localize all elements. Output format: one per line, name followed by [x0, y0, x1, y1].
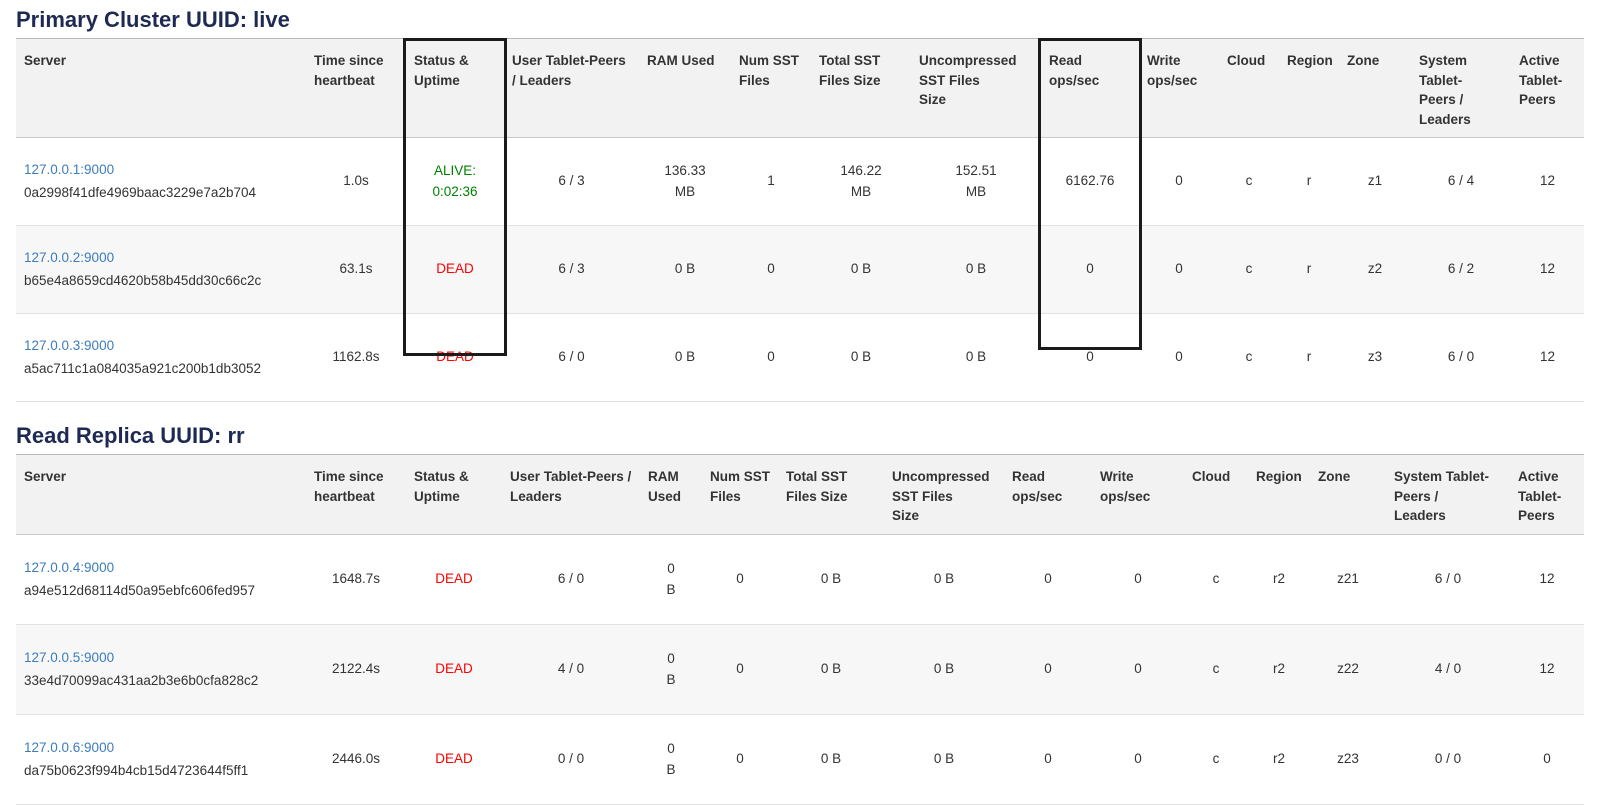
col-zone: Zone — [1347, 53, 1380, 68]
cell-num-sst-files: 1 — [767, 173, 775, 189]
cell-system-tablet-peers: 6 / 0 — [1434, 571, 1462, 587]
cell-total-sst-size: 0 B — [850, 261, 872, 277]
read-replica-section — [16, 424, 1584, 805]
cell-time-since-heartbeat: 1.0s — [343, 173, 369, 189]
col-user-tablet-peers: User Tablet-Peers / Leaders — [510, 469, 632, 504]
col-cloud: Cloud — [1192, 469, 1231, 485]
cell-region: r2 — [1272, 571, 1285, 587]
cell-user-tablet-peers: 4 / 0 — [557, 661, 585, 677]
cell-uncompressed-sst-size: 152.51 MB — [955, 162, 997, 199]
col-total-sst-size: Total SST Files Size — [786, 469, 848, 504]
col-read-ops: Read ops/sec — [1012, 469, 1063, 504]
col-active-tablet-peers: Active Tablet-Peers — [1518, 469, 1562, 524]
header-row — [16, 455, 1584, 535]
server-link[interactable]: 127.0.0.2:9000 — [24, 249, 115, 265]
cell-active-tablet-peers: 12 — [1539, 571, 1555, 587]
cell-user-tablet-peers: 6 / 3 — [558, 261, 585, 277]
cell-total-sst-size: 146.22 MB — [840, 162, 882, 199]
cell-active-tablet-peers: 0 — [1543, 751, 1551, 767]
status-badge: ALIVE: — [433, 162, 477, 178]
cell-num-sst-files: 0 — [736, 661, 744, 677]
col-status-uptime: Status & Uptime — [414, 469, 469, 504]
cell-read-ops: 6162.76 — [1065, 173, 1115, 189]
server-uuid: 33e4d70099ac431aa2b3e6b0cfa828c2 — [24, 672, 259, 688]
col-ram-used: RAM Used — [648, 469, 682, 504]
server-link[interactable]: 127.0.0.3:9000 — [24, 337, 115, 353]
cell-region: r — [1306, 173, 1312, 189]
uptime-value: 0:02:36 — [432, 183, 478, 199]
col-time-since-heartbeat: Time since heartbeat — [314, 469, 384, 504]
primary-cluster-section — [16, 8, 1584, 402]
cell-read-ops: 0 — [1086, 349, 1094, 365]
col-time-since-heartbeat: Time since heartbeat — [314, 53, 384, 88]
col-user-tablet-peers: User Tablet-Peers / Leaders — [512, 53, 626, 88]
cell-cloud: c — [1245, 173, 1253, 189]
col-read-ops: Read ops/sec — [1049, 53, 1100, 88]
cell-system-tablet-peers: 6 / 4 — [1447, 173, 1475, 189]
col-region: Region — [1256, 469, 1302, 485]
server-uuid: a5ac711c1a084035a921c200b1db3052 — [24, 360, 261, 376]
cell-write-ops: 0 — [1175, 261, 1183, 277]
cell-time-since-heartbeat: 2446.0s — [331, 751, 381, 767]
cell-user-tablet-peers: 6 / 0 — [557, 571, 585, 587]
cell-system-tablet-peers: 6 / 0 — [1447, 349, 1475, 365]
col-active-tablet-peers: Active Tablet-Peers — [1519, 53, 1563, 108]
read-replica-table — [16, 454, 1584, 805]
cell-time-since-heartbeat: 1648.7s — [331, 571, 381, 587]
status-badge: DEAD — [435, 661, 473, 677]
cell-read-ops: 0 — [1044, 751, 1052, 767]
col-total-sst-size: Total SST Files Size — [819, 53, 881, 88]
cell-uncompressed-sst-size: 0 B — [933, 661, 955, 677]
cell-time-since-heartbeat: 1162.8s — [332, 349, 380, 365]
status-badge: DEAD — [436, 261, 474, 277]
cell-active-tablet-peers: 12 — [1539, 349, 1556, 365]
cell-time-since-heartbeat: 63.1s — [339, 261, 373, 277]
col-write-ops: Write ops/sec — [1100, 469, 1151, 504]
cell-num-sst-files: 0 — [736, 571, 744, 587]
cell-region: r2 — [1272, 751, 1285, 767]
status-badge: DEAD — [435, 751, 473, 767]
cell-system-tablet-peers: 0 / 0 — [1434, 751, 1462, 767]
cell-total-sst-size: 0 B — [850, 349, 872, 365]
cell-write-ops: 0 — [1134, 751, 1142, 767]
cell-num-sst-files: 0 — [767, 349, 775, 365]
cell-zone: z2 — [1367, 261, 1383, 277]
col-uncompressed-sst-size: Uncompressed SST Files Size — [919, 53, 1017, 108]
server-link[interactable]: 127.0.0.5:9000 — [24, 649, 115, 665]
col-write-ops: Write ops/sec — [1147, 53, 1198, 88]
cell-ram-used: 0 B — [666, 560, 676, 597]
cell-region: r — [1306, 349, 1312, 365]
server-link[interactable]: 127.0.0.6:9000 — [24, 739, 115, 755]
col-system-tablet-peers: System Tablet-Peers / Leaders — [1394, 469, 1490, 524]
col-num-sst-files: Num SST Files — [739, 53, 800, 88]
cell-cloud: c — [1245, 261, 1253, 277]
cell-system-tablet-peers: 6 / 2 — [1447, 261, 1475, 277]
cell-write-ops: 0 — [1175, 173, 1183, 189]
read-replica-title: Read Replica UUID: rr — [16, 423, 245, 449]
cell-zone: z21 — [1337, 571, 1359, 587]
table-row — [16, 314, 1584, 402]
cell-write-ops: 0 — [1134, 571, 1142, 587]
cell-time-since-heartbeat: 2122.4s — [331, 661, 381, 677]
primary-cluster-table — [16, 38, 1584, 402]
cell-num-sst-files: 0 — [767, 261, 775, 277]
cell-system-tablet-peers: 4 / 0 — [1434, 661, 1462, 677]
status-badge: DEAD — [435, 571, 473, 587]
col-system-tablet-peers: System Tablet-Peers / Leaders — [1419, 53, 1471, 127]
col-status-uptime: Status & Uptime — [414, 53, 469, 88]
col-region: Region — [1287, 53, 1333, 68]
col-uncompressed-sst-size: Uncompressed SST Files Size — [892, 469, 990, 524]
cell-total-sst-size: 0 B — [820, 751, 842, 767]
cell-cloud: c — [1245, 349, 1253, 365]
col-zone: Zone — [1318, 469, 1351, 485]
table-row — [16, 715, 1584, 805]
cell-zone: z23 — [1337, 751, 1359, 767]
cell-zone: z1 — [1367, 173, 1383, 189]
cell-write-ops: 0 — [1175, 349, 1183, 365]
cell-ram-used: 0 B — [674, 261, 696, 277]
cell-ram-used: 136.33 MB — [664, 162, 706, 199]
cell-ram-used: 0 B — [666, 740, 676, 777]
header-row — [16, 39, 1584, 138]
server-link[interactable]: 127.0.0.4:9000 — [24, 559, 115, 575]
cell-active-tablet-peers: 12 — [1539, 261, 1556, 277]
cell-num-sst-files: 0 — [736, 751, 744, 767]
cell-write-ops: 0 — [1134, 661, 1142, 677]
col-ram-used: RAM Used — [647, 53, 715, 68]
cell-read-ops: 0 — [1086, 261, 1094, 277]
cell-active-tablet-peers: 12 — [1539, 661, 1555, 677]
table-row — [16, 625, 1584, 715]
server-uuid: 0a2998f41dfe4969baac3229e7a2b704 — [24, 184, 256, 200]
cell-user-tablet-peers: 6 / 0 — [558, 349, 585, 365]
cell-active-tablet-peers: 12 — [1539, 173, 1556, 189]
cell-cloud: c — [1212, 661, 1220, 677]
col-num-sst-files: Num SST Files — [710, 469, 771, 504]
cell-user-tablet-peers: 0 / 0 — [557, 751, 585, 767]
col-server: Server — [24, 469, 67, 485]
cell-ram-used: 0 B — [666, 650, 676, 687]
server-uuid: da75b0623f994b4cb15d4723644f5ff1 — [24, 762, 249, 778]
server-link[interactable]: 127.0.0.1:9000 — [24, 161, 115, 177]
cell-zone: z22 — [1337, 661, 1359, 677]
primary-cluster-title: Primary Cluster UUID: live — [16, 7, 290, 32]
server-uuid: a94e512d68114d50a95ebfc606fed957 — [24, 582, 255, 598]
cell-uncompressed-sst-size: 0 B — [965, 261, 987, 277]
cell-total-sst-size: 0 B — [820, 571, 842, 587]
cell-read-ops: 0 — [1044, 661, 1052, 677]
cell-user-tablet-peers: 6 / 3 — [558, 173, 585, 189]
cell-region: r — [1306, 261, 1312, 277]
status-badge: DEAD — [436, 349, 474, 365]
table-row — [16, 138, 1584, 226]
col-server: Server — [24, 53, 67, 68]
table-row — [16, 226, 1584, 314]
server-uuid: b65e4a8659cd4620b58b45dd30c66c2c — [24, 272, 262, 288]
cell-zone: z3 — [1367, 349, 1383, 365]
cell-cloud: c — [1212, 751, 1220, 767]
table-row — [16, 535, 1584, 625]
cell-uncompressed-sst-size: 0 B — [933, 571, 955, 587]
cell-cloud: c — [1212, 571, 1220, 587]
cell-region: r2 — [1272, 661, 1285, 677]
col-cloud: Cloud — [1227, 53, 1266, 68]
cell-uncompressed-sst-size: 0 B — [965, 349, 987, 365]
cell-read-ops: 0 — [1044, 571, 1052, 587]
cell-total-sst-size: 0 B — [820, 661, 842, 677]
cell-uncompressed-sst-size: 0 B — [933, 751, 955, 767]
cell-ram-used: 0 B — [674, 349, 696, 365]
